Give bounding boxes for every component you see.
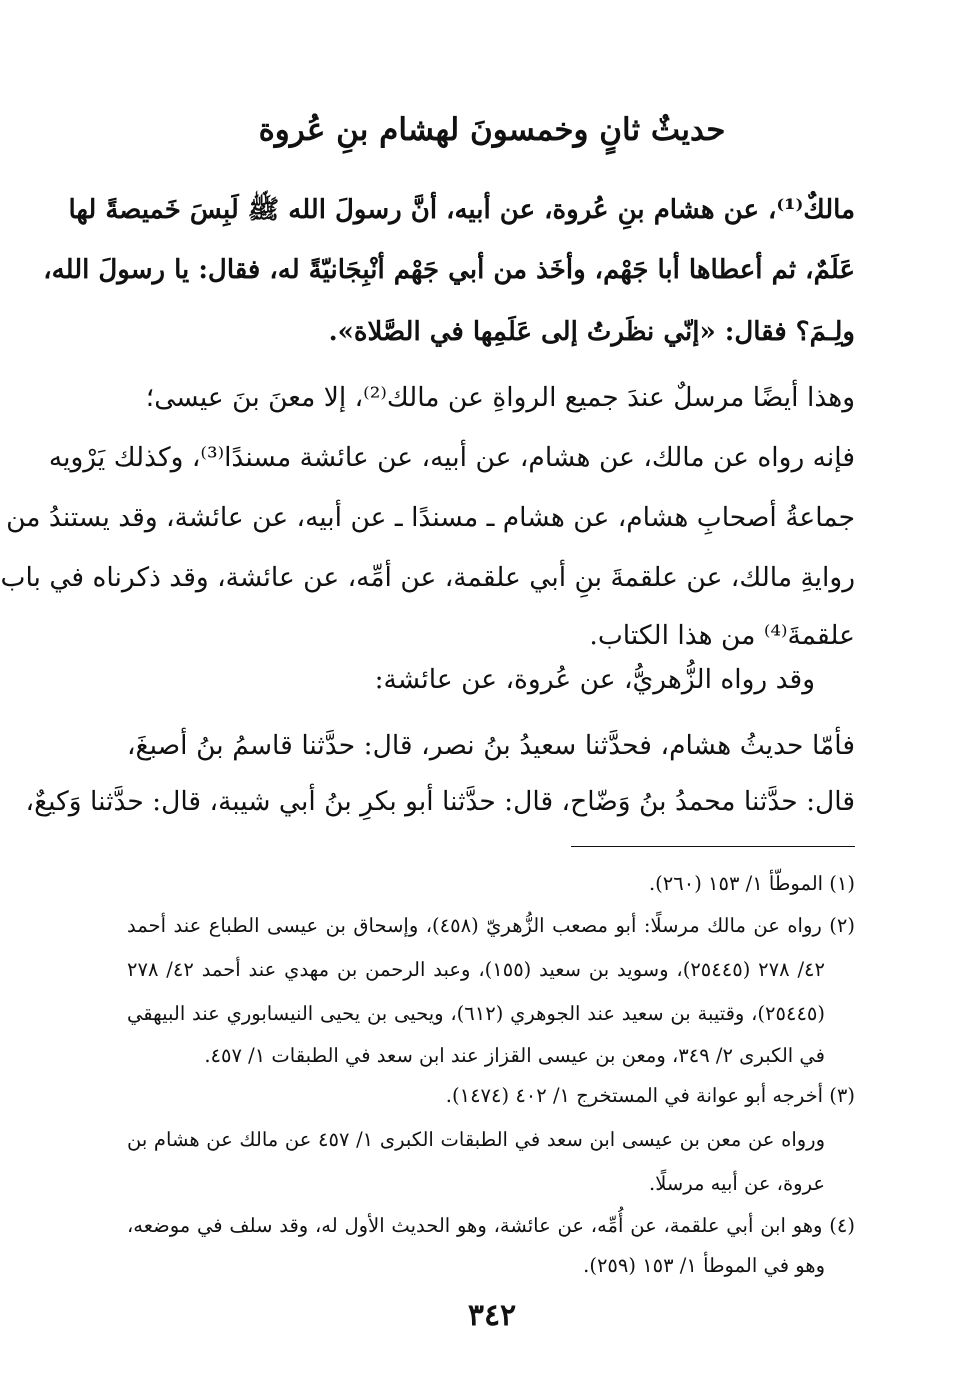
chapter-title: حديثٌ ثانٍ وخمسونَ لهشام بنِ عُروة bbox=[258, 112, 726, 148]
footnote-4-line-2: وهو في الموطأ ١/ ١٥٣ (٢٥٩). bbox=[583, 1254, 825, 1277]
footnote-3-line-2: ورواه عن معن بن عيسى ابن سعد في الطبقات الكبرى ١/ ٤٥٧ عن مالك عن هشام بن bbox=[127, 1128, 825, 1151]
isnad-line-2: قال: حدَّثنا محمدُ بنُ وَضّاح، قال: حدَّثنا أبو بكرِ بنُ أبي شيبة، قال: حدَّثنا وَكيعٌ، bbox=[25, 786, 855, 817]
commentary-line-5: علقمةَ⁽⁴⁾ من هذا الكتاب. bbox=[589, 620, 855, 651]
zuhri-line: وقد رواه الزُّهريُّ، عن عُروة، عن عائشة: bbox=[374, 664, 815, 695]
page-number: ٣٤٢ bbox=[467, 1298, 517, 1333]
hadith-line-3: ولِـمَ؟ فقال: «إنّي نظَرتُ إلى عَلَمِها في الصَّلاة». bbox=[328, 317, 855, 347]
footnote-2-line-4: في الكبرى ٢/ ٣٤٩، ومعن بن عيسى القزاز عند ابن سعد في الطبقات ١/ ٤٥٧. bbox=[204, 1044, 825, 1067]
commentary-line-2: فإنه رواه عن مالك، عن هشام، عن أبيه، عن عائشة مسندًا⁽³⁾، وكذلك يَرْويه bbox=[48, 442, 855, 473]
footnote-2-line-3: (٢٥٤٤٥)، وقتيبة بن سعيد عند الجوهري (٦١٢)، ويحيى بن يحيى النيسابوري عند البيهقي bbox=[127, 1002, 826, 1025]
hadith-line-1: مالكٌ⁽¹⁾، عن هشام بنِ عُروة، عن أبيه، أنَّ رسولَ الله ﷺ لَبِسَ خَميصةً لها bbox=[68, 195, 855, 225]
footnote-3: (٣) أخرجه أبو عوانة في المستخرج ١/ ٤٠٢ (١٤٧٤). bbox=[445, 1084, 855, 1107]
commentary-line-4: روايةِ مالك، عن علقمةَ بنِ أبي علقمة، عن أمِّه، عن عائشة، وقد ذكرناه في باب bbox=[0, 562, 855, 593]
commentary-line-1: وهذا أيضًا مرسلٌ عندَ جميع الرواةِ عن مالك⁽²⁾، إلا معنَ بنَ عيسى؛ bbox=[145, 382, 855, 413]
footnote-2-line-1: (٢) رواه عن مالك مرسلًا: أبو مصعب الزُّهريّ (٤٥٨)، وإسحاق بن عيسى الطباع عند أحمد bbox=[127, 914, 855, 937]
footnote-4-line-1: (٤) وهو ابن أبي علقمة، عن أُمِّه، عن عائشة، وهو الحديث الأول له، وقد سلف في موضعه، bbox=[127, 1214, 855, 1237]
hadith-line-2: عَلَمٌ، ثم أعطاها أبا جَهْم، وأخَذ من أبي جَهْم أنْبِجَانيّةً له، فقال: يا رسولَ الله، bbox=[43, 255, 855, 285]
footnote-3-line-3: عروة، عن أبيه مرسلًا. bbox=[649, 1172, 825, 1195]
footnote-1: (١) الموطّأ ١/ ١٥٣ (٢٦٠). bbox=[648, 872, 855, 895]
isnad-line-1: فأمّا حديثُ هشام، فحدَّثنا سعيدُ بنُ نصر، قال: حدَّثنا قاسمُ بنُ أصبغَ، bbox=[127, 730, 855, 761]
footnote-separator bbox=[571, 846, 855, 847]
footnote-2-line-2: ٤٢/ ٢٧٨ (٢٥٤٤٥)، وسويد بن سعيد (١٥٥)، وعبد الرحمن بن مهدي عند أحمد ٤٢/ ٢٧٨ bbox=[127, 958, 825, 981]
commentary-line-3: جماعةُ أصحابِ هشام، عن هشام ـ مسندًا ـ عن أبيه، عن عائشة، وقد يستندُ من bbox=[6, 502, 855, 533]
